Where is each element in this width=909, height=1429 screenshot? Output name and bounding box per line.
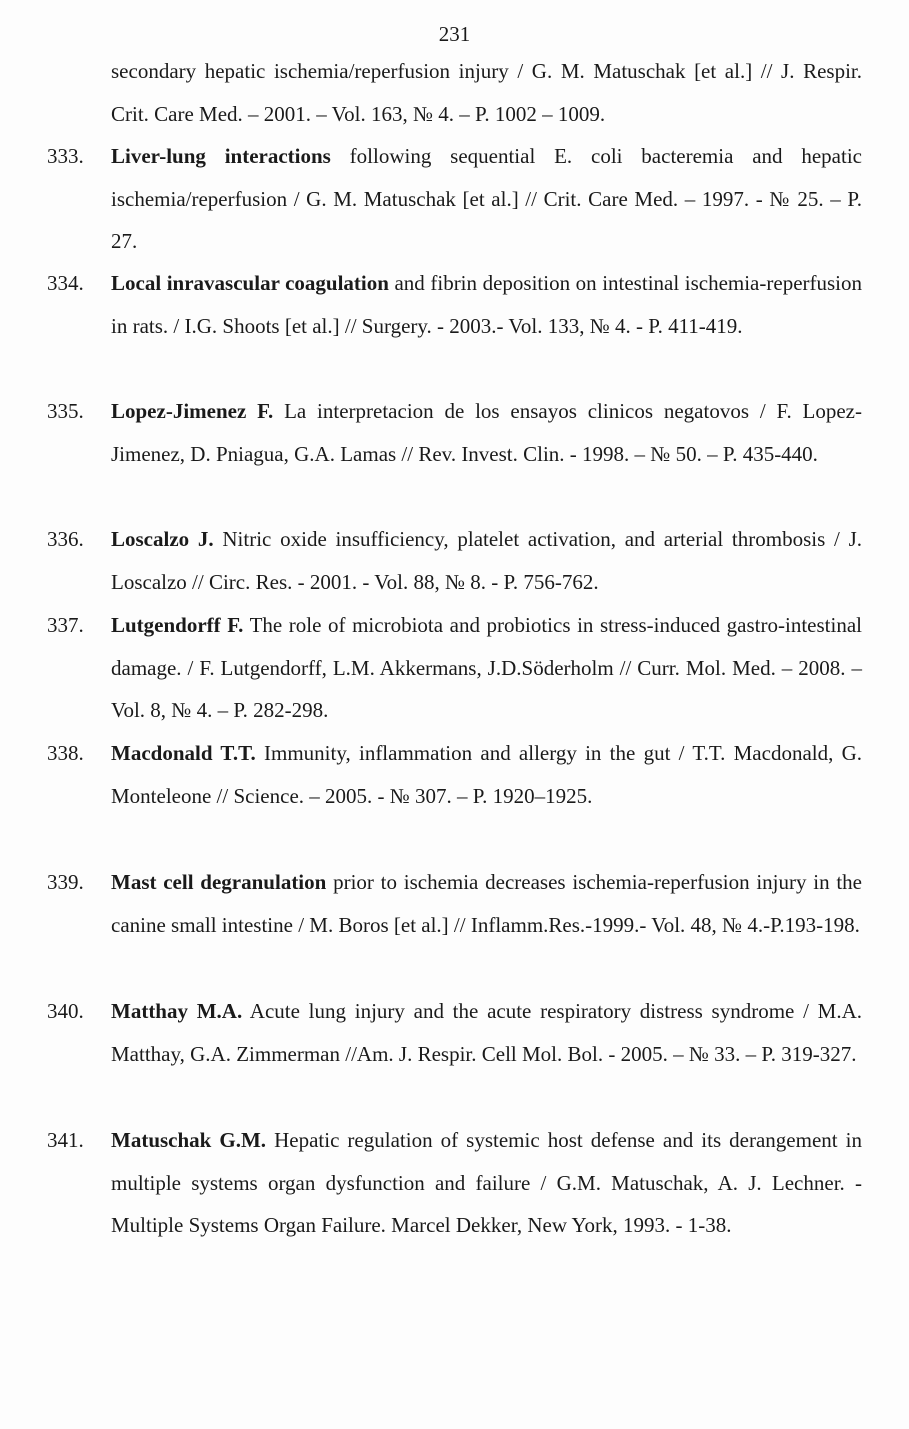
- reference-number: 335.: [47, 399, 84, 423]
- reference-entry: [111, 390, 862, 475]
- reference-text: prior to ischemia decreases ischemia-reperfusion injury in the canine small intestine / M. Boros [et al.] // Inflamm.Res.-1999.- Vol. 48, № 4.-P.193-198.: [111, 870, 862, 937]
- reference-entry: [111, 861, 862, 946]
- reference-entry: [111, 262, 862, 347]
- page-number: 231: [438, 22, 471, 46]
- reference-title: Local inravascular coagulation: [111, 271, 389, 295]
- reference-text: The role of microbiota and probiotics in stress-induced gastro-intestinal damage. / F. Lutgendorff, L.M. Akkermans, J.D.Söderholm // Curr. Mol. Med. – 2008. – Vol. 8, № 4. – P. 282-298.: [111, 613, 862, 722]
- reference-number: 337.: [47, 613, 84, 637]
- reference-number: 341.: [47, 1128, 84, 1152]
- reference-title: Matthay M.A.: [111, 999, 243, 1023]
- reference-number: 333.: [47, 144, 84, 168]
- reference-title: Lopez-Jimenez F.: [111, 399, 274, 423]
- reference-title: Matuschak G.M.: [111, 1128, 267, 1152]
- reference-entry: [111, 990, 862, 1075]
- reference-text: and fibrin deposition on intestinal ischemia-reperfusion in rats. / I.G. Shoots [et al.] // Surgery. - 2003.- Vol. 133, № 4. - P. 411-419.: [111, 271, 863, 338]
- reference-entry: [111, 1119, 862, 1247]
- reference-text: La interpretacion de los ensayos clinicos negatovos / F. Lopez-Jimenez, D. Pniagua, G.A. Lamas // Rev. Invest. Clin. - 1998. – № 50. – P. 435-440.: [111, 399, 862, 466]
- reference-number: 338.: [47, 741, 84, 765]
- reference-number: 340.: [47, 999, 84, 1023]
- reference-text: Immunity, inflammation and allergy in the gut / T.T. Macdonald, G. Monteleone // Science. – 2005. - № 307. – P. 1920–1925.: [111, 741, 863, 808]
- reference-text: following sequential E. coli bacteremia and hepatic ischemia/reperfusion / G. M. Matuschak [et al.] // Crit. Care Med. – 1997. - № 25. – P. 27.: [111, 144, 862, 253]
- reference-continuation-text: secondary hepatic ischemia/reperfusion injury / G. M. Matuschak [et al.] // J. Respir. Crit. Care Med. – 2001. – Vol. 163, № 4. – P. 1002 – 1009.: [111, 59, 862, 126]
- reference-text: Nitric oxide insufficiency, platelet activation, and arterial thrombosis / J. Loscalzo // Circ. Res. - 2001. - Vol. 88, № 8. - P. 756-762.: [111, 527, 863, 594]
- reference-number: 336.: [47, 527, 84, 551]
- reference-title: Liver-lung interactions: [111, 144, 331, 168]
- reference-title: Mast cell degranulation: [111, 870, 327, 894]
- reference-entry: [111, 732, 862, 817]
- reference-title: Lutgendorff F.: [111, 613, 244, 637]
- reference-entry: [111, 604, 862, 732]
- reference-title: Loscalzo J.: [111, 527, 214, 551]
- reference-entry: [111, 518, 862, 603]
- reference-text: Acute lung injury and the acute respiratory distress syndrome / M.A. Matthay, G.A. Zimmerman //Am. J. Respir. Cell Mol. Bol. - 2005. – № 33. – P. 319-327.: [111, 999, 862, 1066]
- reference-text: Hepatic regulation of systemic host defense and its derangement in multiple systems organ dysfunction and failure / G.M. Matuschak, A. J. Lechner. - Multiple Systems Organ Failure. Marcel Dekker, New York, 1993. - 1-38.: [111, 1128, 862, 1237]
- reference-entry: [111, 135, 862, 263]
- reference-number: 334.: [47, 271, 84, 295]
- reference-title: Macdonald T.T.: [111, 741, 256, 765]
- reference-number: 339.: [47, 870, 84, 894]
